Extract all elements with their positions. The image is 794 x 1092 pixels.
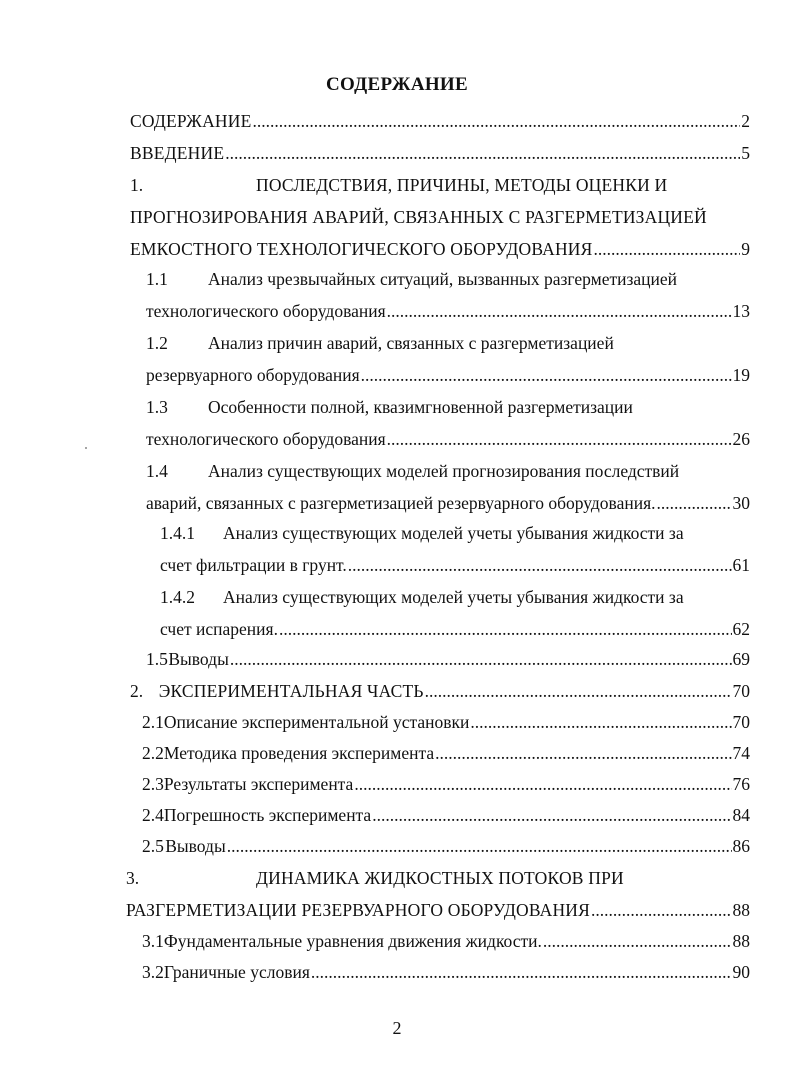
toc-entry-number: 2.4 [142,805,164,825]
toc-page-number: 76 [732,774,750,794]
toc-page-number: 74 [732,743,750,763]
toc-entry-text: Методика проведения эксперимента [163,743,435,763]
toc-dot-leader [311,960,732,984]
toc-entry-text: Анализ чрезвычайных ситуаций, вызванных разгерметизацией [208,269,678,289]
toc-entry-text: Анализ существующих моделей учеты убывания жидкости за [223,523,684,543]
toc-page-number: 5 [741,143,750,163]
toc-dot-leader [348,553,732,577]
toc-entry-text: Выводы [168,649,229,669]
toc-entry-number: 1.2 [146,333,168,353]
toc-entry-text: ПРОГНОЗИРОВАНИЯ АВАРИЙ, СВЯЗАННЫХ С РАЗГЕРМЕТИЗАЦИЕЙ [130,207,707,227]
toc-page-number: 2 [741,111,750,131]
toc-entry-1-4-2-line1[interactable] [160,585,750,609]
toc-page-number: 61 [732,555,750,575]
toc-entry-1-2-line1[interactable] [146,331,750,355]
toc-dot-leader [435,741,731,765]
toc-dot-leader [470,710,731,734]
toc-page-number: 70 [732,681,750,701]
toc-dot-leader [279,617,732,641]
toc-dot-leader [252,109,740,133]
toc-entry-text: технологического оборудования [146,429,386,449]
toc-entry-text: резервуарного оборудования [146,365,360,385]
toc-entry-1-4-2-line2[interactable] [160,617,750,641]
toc-entry-number: 3. [126,868,140,888]
toc-entry-1-1-line2[interactable] [146,299,750,323]
scan-speck [85,447,87,449]
toc-dot-leader [425,679,732,703]
toc-page-number: 26 [732,429,750,449]
toc-entry-text: Особенности полной, квазимгновенной разгерметизации [208,397,633,417]
toc-entry-text: Выводы [165,836,226,856]
toc-entry-text: Граничные условия [163,962,310,982]
toc-dot-leader [591,898,732,922]
toc-dot-leader [387,427,732,451]
toc-entry-number: 2. [130,681,144,701]
toc-entry-text: аварий, связанных с разгерметизацией резервуарного оборудования. [146,493,656,513]
toc-entry-text: счет испарения. [160,619,278,639]
toc-entry-text: ЕМКОСТНОГО ТЕХНОЛОГИЧЕСКОГО ОБОРУДОВАНИЯ [130,239,593,259]
toc-entry-3-1[interactable] [142,929,750,953]
toc-entry-1-4-1-line2[interactable] [160,553,750,577]
toc-page-number: 90 [732,962,750,982]
toc-entry-number: 1.4.2 [160,587,195,607]
toc-entry-2-5[interactable] [142,834,750,858]
toc-dot-leader [543,929,732,953]
toc-entry-chapter-3-line2[interactable] [126,898,750,922]
toc-entry-3-2[interactable] [142,960,750,984]
toc-entry-2-4[interactable] [142,803,750,827]
toc-entry-text: Фундаментальные уравнения движения жидкости. [163,931,542,951]
toc-entry-introduction[interactable] [130,141,750,165]
toc-entry-chapter-2[interactable] [130,679,750,703]
toc-entry-text: СОДЕРЖАНИЕ [130,111,252,131]
toc-entry-text: РАЗГЕРМЕТИЗАЦИИ РЕЗЕРВУАРНОГО ОБОРУДОВАНИЯ [126,900,590,920]
toc-entry-2-1[interactable] [142,710,750,734]
toc-entry-number: 1.4 [146,461,168,481]
toc-page-number: 13 [732,301,750,321]
toc-dot-leader [361,363,732,387]
toc-page-number: 69 [732,649,750,669]
toc-entry-text: Описание экспериментальной установки [163,712,470,732]
toc-page-number: 9 [741,239,750,259]
toc-entry-chapter-1-line2 [130,205,750,229]
toc-page-number: 88 [732,900,750,920]
toc-entry-chapter-1-line1[interactable] [130,173,750,197]
toc-page-number: 30 [732,493,750,513]
toc-entry-text: ДИНАМИКА ЖИДКОСТНЫХ ПОТОКОВ ПРИ [256,868,624,888]
toc-entry-number: 3.1 [142,931,164,951]
toc-page-number: 84 [732,805,750,825]
toc-entry-1-4-line1[interactable] [146,459,750,483]
toc-entry-text: счет фильтрации в грунт. [160,555,347,575]
toc-entry-number: 1.5 [146,649,168,669]
page-title: СОДЕРЖАНИЕ [326,74,468,95]
toc-dot-leader [230,647,732,671]
toc-entry-text: ПОСЛЕДСТВИЯ, ПРИЧИНЫ, МЕТОДЫ ОЦЕНКИ И [256,175,668,195]
toc-entry-number: 1.4.1 [160,523,195,543]
toc-entry-1-5[interactable] [146,647,750,671]
toc-entry-text: ЭКСПЕРИМЕНТАЛЬНАЯ ЧАСТЬ [158,681,424,701]
toc-entry-text: Анализ существующих моделей прогнозирования последствий [208,461,680,481]
toc-dot-leader [372,803,731,827]
toc-entry-number: 2.3 [142,774,164,794]
toc-entry-1-1-line1[interactable] [146,267,750,291]
toc-entry-number: 1. [130,175,144,195]
toc-dot-leader [657,491,732,515]
toc-entry-number: 2.1 [142,712,164,732]
toc-entry-number: 2.5 [142,836,164,856]
toc-entry-1-4-1-line1[interactable] [160,521,750,545]
toc-entry-text: Результаты эксперимента [163,774,354,794]
toc-entry-2-2[interactable] [142,741,750,765]
toc-entry-text: Анализ причин аварий, связанных с разгерметизацией [208,333,614,353]
toc-entry-1-4-line2[interactable] [146,491,750,515]
toc-dot-leader [387,299,732,323]
toc-entry-number: 2.2 [142,743,164,763]
toc-page-number: 88 [732,931,750,951]
toc-entry-text: ВВЕДЕНИЕ [130,143,225,163]
page-number-footer: 2 [392,1018,402,1038]
toc-entry-text: Погрешность эксперимента [163,805,372,825]
toc-entry-1-3-line1[interactable] [146,395,750,419]
toc-entry-text: технологического оборудования [146,301,386,321]
toc-entry-number: 1.1 [146,269,168,289]
toc-entry-contents[interactable] [130,109,750,133]
toc-page-number: 19 [732,365,750,385]
toc-dot-leader [227,834,732,858]
toc-dot-leader [225,141,740,165]
toc-entry-2-3[interactable] [142,772,750,796]
toc-entry-number: 3.2 [142,962,164,982]
toc-entry-number: 1.3 [146,397,168,417]
toc-entry-text: Анализ существующих моделей учеты убывания жидкости за [223,587,684,607]
toc-entry-chapter-1-line3[interactable] [130,237,750,261]
toc-page-number: 70 [732,712,750,732]
toc-entry-chapter-3-line1[interactable] [126,866,750,890]
toc-entry-1-3-line2[interactable] [146,427,750,451]
toc-page-number: 62 [732,619,750,639]
toc-page-number: 86 [732,836,750,856]
toc-entry-1-2-line2[interactable] [146,363,750,387]
toc-dot-leader [594,237,741,261]
toc-dot-leader [354,772,731,796]
